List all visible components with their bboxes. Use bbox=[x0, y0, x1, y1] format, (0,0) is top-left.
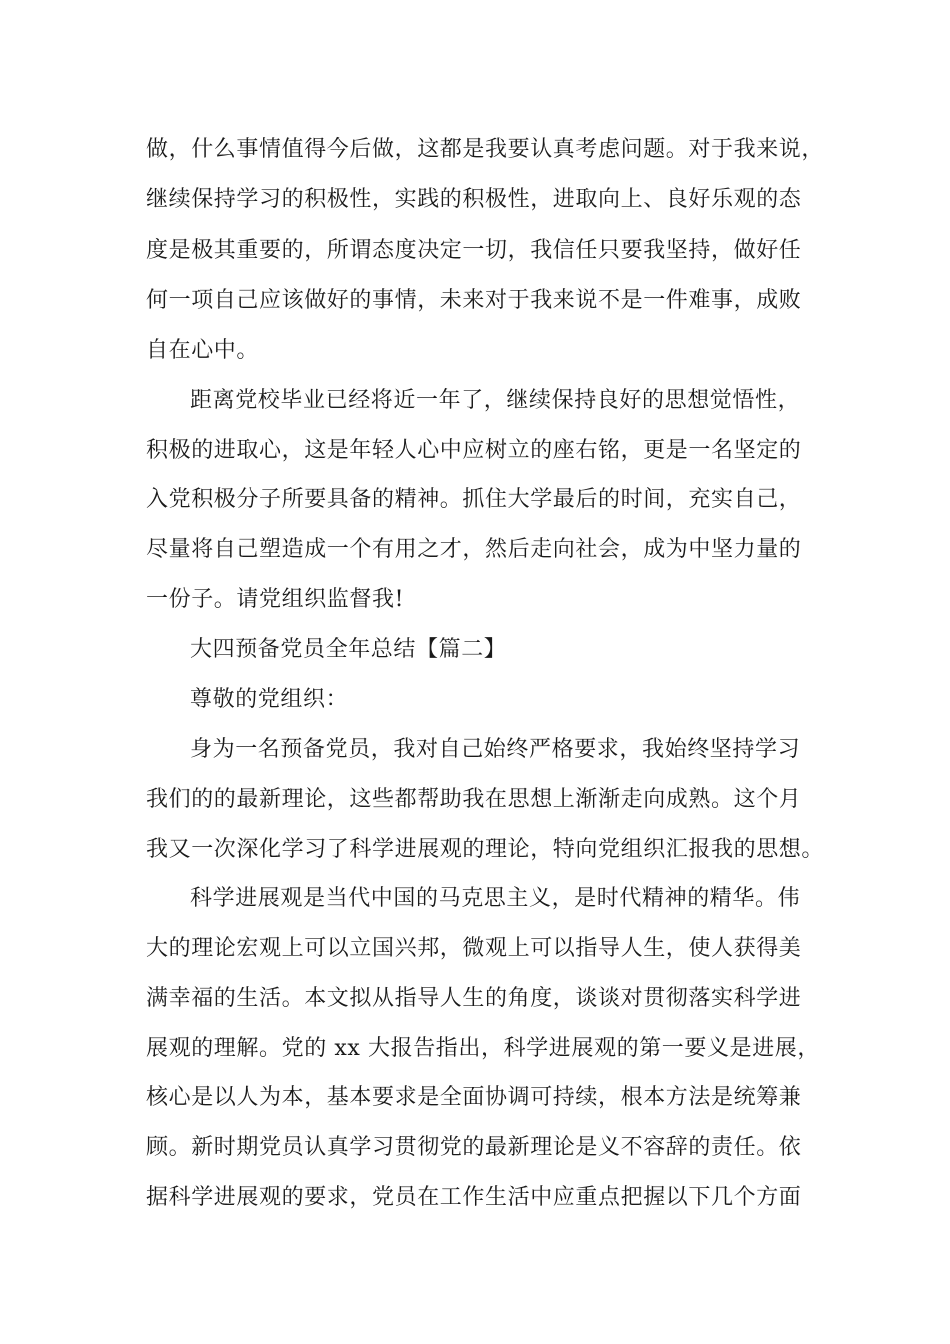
salutation: 尊敬的党组织： bbox=[190, 687, 349, 712]
text-line: 据科学进展观的要求，党员在工作生活中应重点把握以下几个方面 bbox=[146, 1185, 802, 1210]
text-line: 做，什么事情值得今后做，这都是我要认真考虑问题。对于我来说， bbox=[146, 137, 825, 162]
text-line: 我又一次深化学习了科学进展观的理论，特向党组织汇报我的思想。 bbox=[146, 837, 825, 862]
text-line: 满幸福的生活。本文拟从指导人生的角度，谈谈对贯彻落实科学进 bbox=[146, 986, 802, 1011]
text-line: 一份子。请党组织监督我! bbox=[146, 587, 405, 612]
text-line: 何一项自己应该做好的事情，未来对于我来说不是一件难事，成败 bbox=[146, 288, 802, 313]
text-line: 度是极其重要的，所谓态度决定一切，我信任只要我坚持，做好任 bbox=[146, 238, 802, 263]
paragraph-start-line: 科学进展观是当代中国的马克思主义，是时代精神的精华。伟 bbox=[190, 886, 801, 911]
text-line: 展观的理解。党的 xx 大报告指出，科学进展观的第一要义是进展， bbox=[146, 1036, 821, 1061]
text-line: 积极的进取心，这是年轻人心中应树立的座右铭，更是一名坚定的 bbox=[146, 438, 802, 463]
text-line: 尽量将自己塑造成一个有用之才，然后走向社会，成为中坚力量的 bbox=[146, 537, 802, 562]
text-line: 大的理论宏观上可以立国兴邦，微观上可以指导人生，使人获得美 bbox=[146, 936, 802, 961]
paragraph-start-line: 距离党校毕业已经将近一年了，继续保持良好的思想觉悟性， bbox=[190, 388, 801, 413]
text-line: 自在心中。 bbox=[146, 338, 260, 363]
text-line: 顾。新时期党员认真学习贯彻党的最新理论是义不容辞的责任。依 bbox=[146, 1135, 802, 1160]
text-line: 我们的的最新理论，这些都帮助我在思想上渐渐走向成熟。这个月 bbox=[146, 787, 802, 812]
text-line: 入党积极分子所要具备的精神。抓住大学最后的时间，充实自己， bbox=[146, 487, 802, 512]
paragraph-start-line: 身为一名预备党员，我对自己始终严格要求，我始终坚持学习 bbox=[190, 737, 801, 762]
section-heading: 大四预备党员全年总结【篇二】 bbox=[190, 637, 507, 662]
text-line: 核心是以人为本，基本要求是全面协调可持续，根本方法是统筹兼 bbox=[146, 1085, 802, 1110]
text-line: 继续保持学习的积极性，实践的积极性，进取向上、良好乐观的态 bbox=[146, 187, 802, 212]
